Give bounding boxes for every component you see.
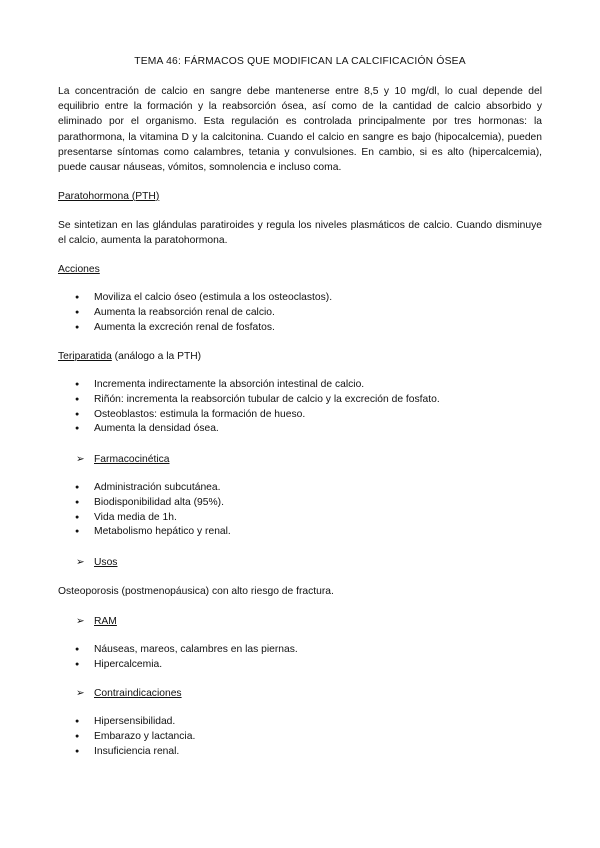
list-item: ● Aumenta la reabsorción renal de calcio. bbox=[58, 306, 332, 321]
arrow-bullet-icon: ➢ bbox=[76, 688, 85, 699]
list-item: ● Incrementa indirectamente la absorción intestinal de calcio. bbox=[58, 378, 440, 393]
ram-list bbox=[58, 643, 298, 673]
usos-paragraph: Osteoporosis (postmenopáusica) con alto riesgo de fractura. bbox=[58, 586, 334, 597]
list-item: ● Aumenta la excreción renal de fosfatos. bbox=[58, 321, 332, 336]
pth-paragraph: Se sintetizan en las glándulas paratiroides y regula los niveles plasmáticos de calcio. Cuando disminuye el calcio, aumenta la paratohormona. bbox=[58, 220, 542, 247]
farmacocinetica-heading bbox=[76, 453, 170, 467]
pth-heading: Paratohormona (PTH) bbox=[58, 191, 160, 202]
page-title: TEMA 46: FÁRMACOS QUE MODIFICAN LA CALCIFICACIÓN ÓSEA bbox=[134, 56, 466, 67]
teriparatida-list bbox=[58, 378, 440, 437]
teriparatida-heading-suffix: (análogo a la PTH) bbox=[111, 351, 202, 362]
list-item: ● Insuficiencia renal. bbox=[58, 745, 195, 760]
list-item: ● Náuseas, mareos, calambres en las piernas. bbox=[58, 643, 298, 658]
list-item: ● Moviliza el calcio óseo (estimula a los osteoclastos). bbox=[58, 291, 332, 306]
teriparatida-heading bbox=[58, 350, 201, 364]
teriparatida-heading-name: Teriparatida bbox=[58, 351, 112, 362]
contraindicaciones-heading bbox=[76, 687, 182, 701]
acciones-list bbox=[58, 291, 332, 335]
list-item: ● Biodisponibilidad alta (95%). bbox=[58, 496, 231, 511]
list-item: ● Hipersensibilidad. bbox=[58, 715, 195, 730]
list-item: ● Vida media de 1h. bbox=[58, 511, 231, 526]
farmacocinetica-list bbox=[58, 481, 231, 540]
usos-heading-label: Usos bbox=[94, 557, 118, 568]
list-item: ● Aumenta la densidad ósea. bbox=[58, 422, 440, 437]
acciones-heading: Acciones bbox=[58, 264, 100, 275]
list-item: ● Hipercalcemia. bbox=[58, 658, 298, 673]
list-item: ● Metabolismo hepático y renal. bbox=[58, 525, 231, 540]
contraindicaciones-list bbox=[58, 715, 195, 759]
arrow-bullet-icon: ➢ bbox=[76, 616, 85, 627]
arrow-bullet-icon: ➢ bbox=[76, 557, 85, 568]
list-item: ● Administración subcutánea. bbox=[58, 481, 231, 496]
usos-heading bbox=[76, 556, 117, 570]
contraindicaciones-heading-label: Contraindicaciones bbox=[94, 688, 182, 699]
list-item: ● Osteoblastos: estimula la formación de hueso. bbox=[58, 408, 440, 423]
ram-heading bbox=[76, 615, 117, 629]
arrow-bullet-icon: ➢ bbox=[76, 454, 85, 465]
ram-heading-label: RAM bbox=[94, 616, 117, 627]
farmacocinetica-heading-label: Farmacocinética bbox=[94, 454, 170, 465]
list-item: ● Riñón: incrementa la reabsorción tubular de calcio y la excreción de fosfato. bbox=[58, 393, 440, 408]
intro-paragraph: La concentración de calcio en sangre debe mantenerse entre 8,5 y 10 mg/dl, lo cual depende del equilibrio entre la formación y la reabsorción ósea, así como de la cantidad de calcio absorbido y eliminado por el organismo. Esta regulación es controlada principalmente por tres hormonas: la parathormona, la vitamina D y la calcitonina. Cuando el calcio en sangre es bajo (hipocalcemia), pueden presentarse síntomas como calambres, tetania y convulsiones. En cambio, si es alto (hipercalcemia), puede causar náuseas, vómitos, somnolencia e incluso coma. bbox=[58, 86, 542, 174]
list-item: ● Embarazo y lactancia. bbox=[58, 730, 195, 745]
